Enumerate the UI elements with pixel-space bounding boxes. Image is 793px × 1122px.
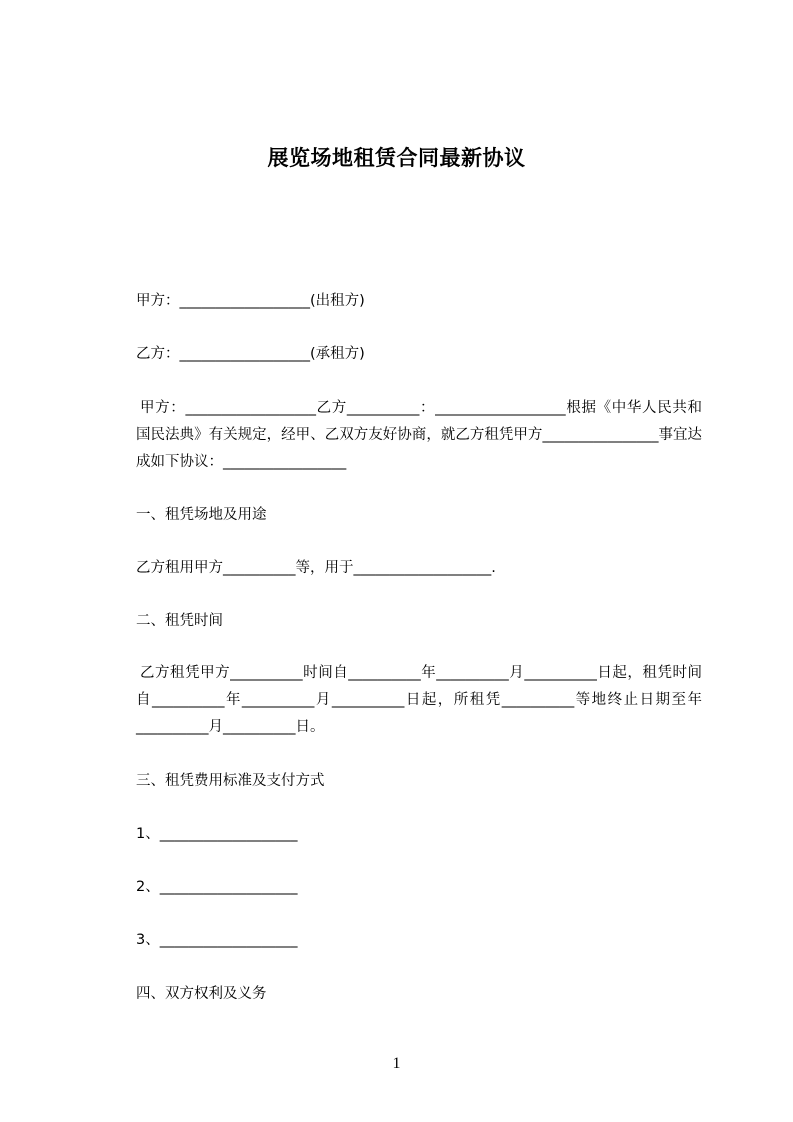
section2-paragraph: 乙方租凭甲方__________时间自__________年__________月__________日起，租凭时间自__________年__________月__________日起，所租凭__________等地终止日期至年__________月__________日。 xyxy=(136,665,702,735)
party-b-line: 乙方：__________________(承租方) xyxy=(136,346,365,362)
page-number: 1 xyxy=(392,1055,401,1072)
document-title: 展览场地租赁合同最新协议 xyxy=(267,146,526,170)
section4-heading: 四、双方权利及义务 xyxy=(136,986,267,1002)
section1-text: 乙方租用甲方__________等，用于___________________. xyxy=(136,560,496,576)
intro-paragraph: 甲方：__________________乙方__________：__________________根据《中华人民共和国民法典》有关规定，经甲、乙双方友好协商，就乙方租凭甲方________________事宜达成如下协议：_________________ xyxy=(136,400,702,470)
section3-heading: 三、租凭费用标准及支付方式 xyxy=(136,773,325,789)
list-item-3: 3、___________________ xyxy=(136,932,298,948)
party-a-line: 甲方：__________________(出租方) xyxy=(136,293,365,309)
section1-heading: 一、租凭场地及用途 xyxy=(136,507,267,523)
section2-heading: 二、租凭时间 xyxy=(136,613,223,629)
list-item-1: 1、___________________ xyxy=(136,826,298,842)
list-item-2: 2、___________________ xyxy=(136,879,298,895)
